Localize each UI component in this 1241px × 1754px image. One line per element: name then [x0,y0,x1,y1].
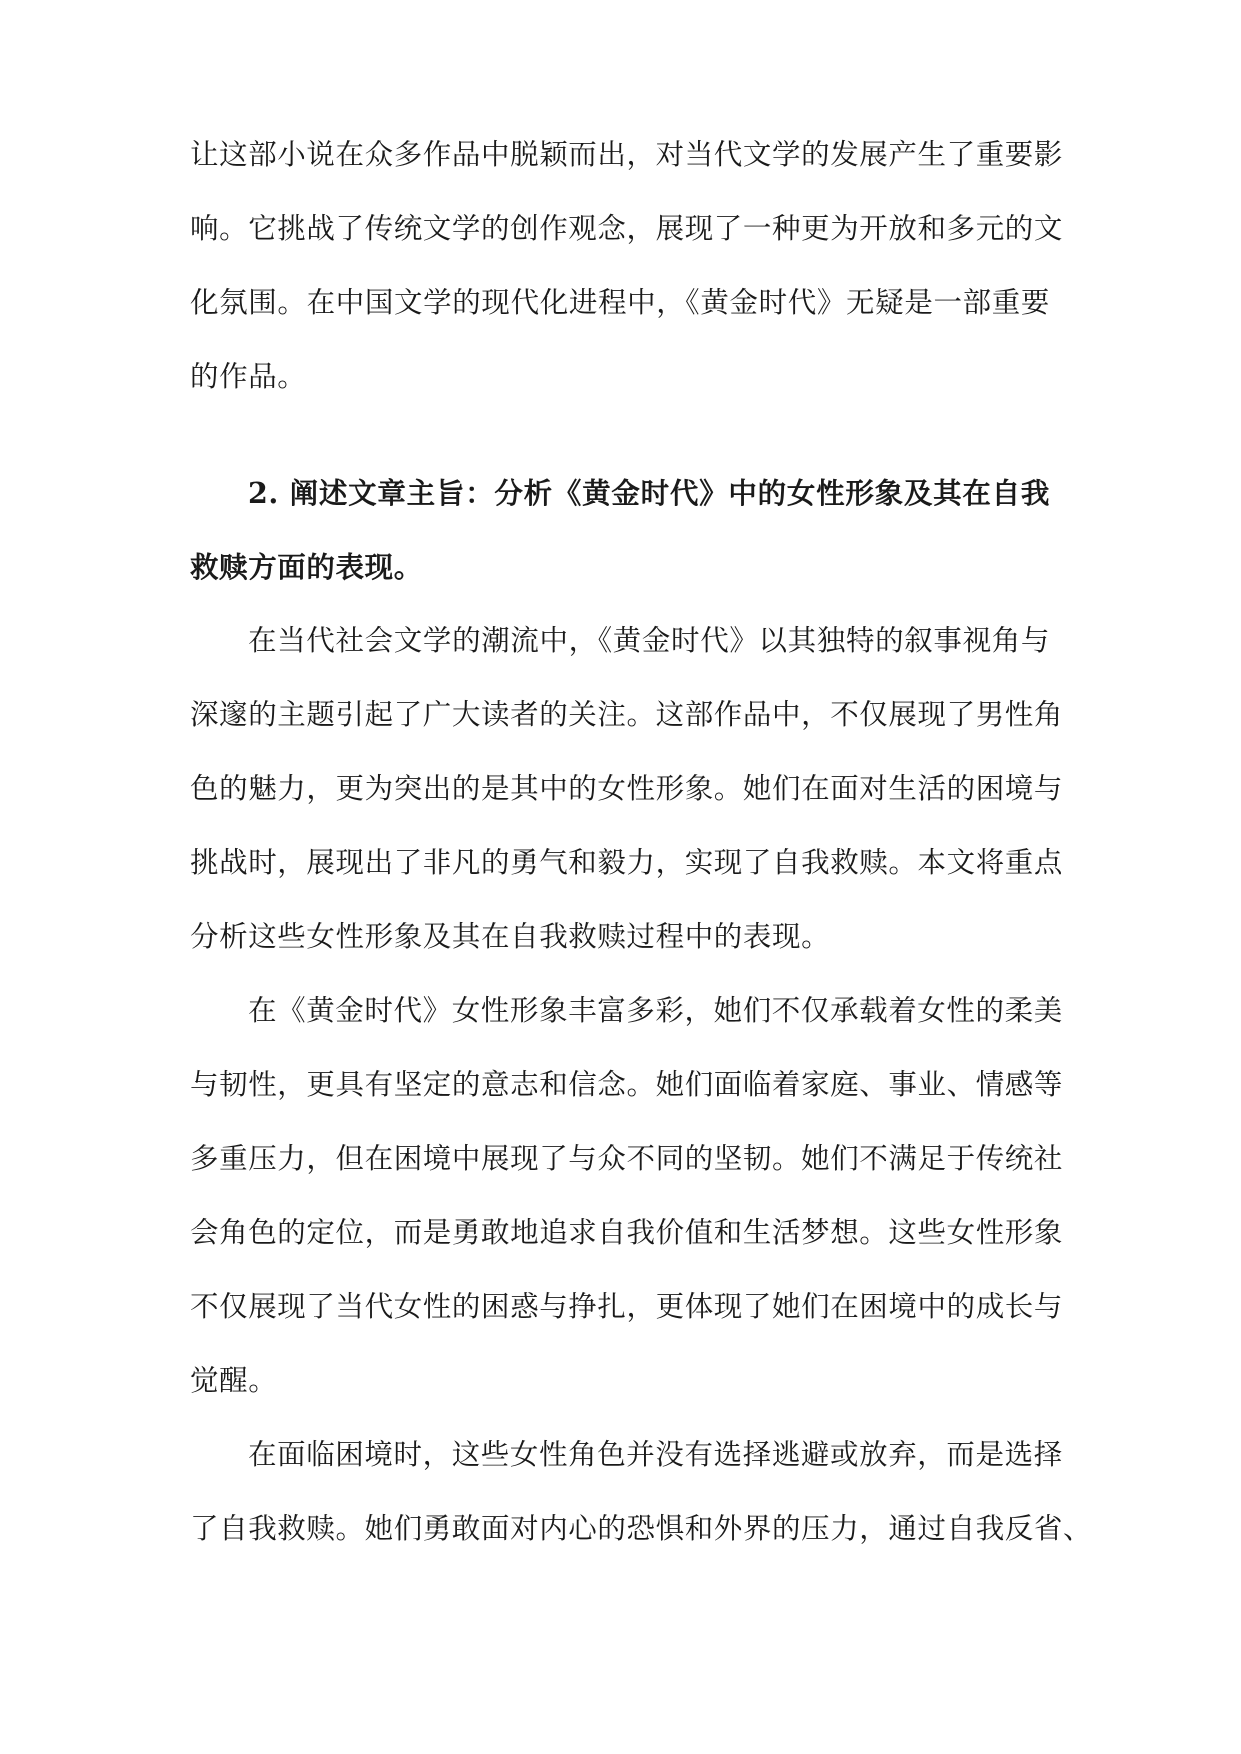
text-line: 挑战时，展现出了非凡的勇气和毅力，实现了自我救赎。本文将重点 [190,846,1064,879]
text-line: 在当代社会文学的潮流中，《黄金时代》以其独特的叙事视角与 [248,624,1050,657]
text-line: 色的魅力，更为突出的是其中的女性形象。她们在面对生活的困境与 [190,772,1064,805]
text-line: 化氛围。在中国文学的现代化进程中，《黄金时代》无疑是一部重要 [190,286,1050,319]
heading-line: 2. 阐述文章主旨：分析《黄金时代》中的女性形象及其在自我 [248,476,1050,510]
text-line: 在《黄金时代》女性形象丰富多彩，她们不仅承载着女性的柔美 [248,994,1063,1027]
text-line: 的作品。 [190,360,307,393]
text-line: 多重压力，但在困境中展现了与众不同的坚韧。她们不满足于传统社 [190,1142,1064,1175]
text-line: 会角色的定位，而是勇敢地追求自我价值和生活梦想。这些女性形象 [190,1216,1064,1249]
text-line: 响。它挑战了传统文学的创作观念，展现了一种更为开放和多元的文 [190,212,1064,245]
text-line: 了自我救赎。她们勇敢面对内心的恐惧和外界的压力，通过自我反省、 [190,1512,1093,1545]
text-line: 在面临困境时，这些女性角色并没有选择逃避或放弃，而是选择 [248,1438,1063,1471]
text-line: 觉醒。 [190,1364,278,1397]
text-line: 深邃的主题引起了广大读者的关注。这部作品中，不仅展现了男性角 [190,698,1064,731]
text-line: 不仅展现了当代女性的困惑与挣扎，更体现了她们在困境中的成长与 [190,1290,1064,1323]
heading-line: 救赎方面的表现。 [190,550,423,584]
text-line: 分析这些女性形象及其在自我救赎过程中的表现。 [190,920,831,953]
text-line: 让这部小说在众多作品中脱颖而出，对当代文学的发展产生了重要影 [190,138,1064,171]
text-line: 与韧性，更具有坚定的意志和信念。她们面临着家庭、事业、情感等 [190,1068,1064,1101]
